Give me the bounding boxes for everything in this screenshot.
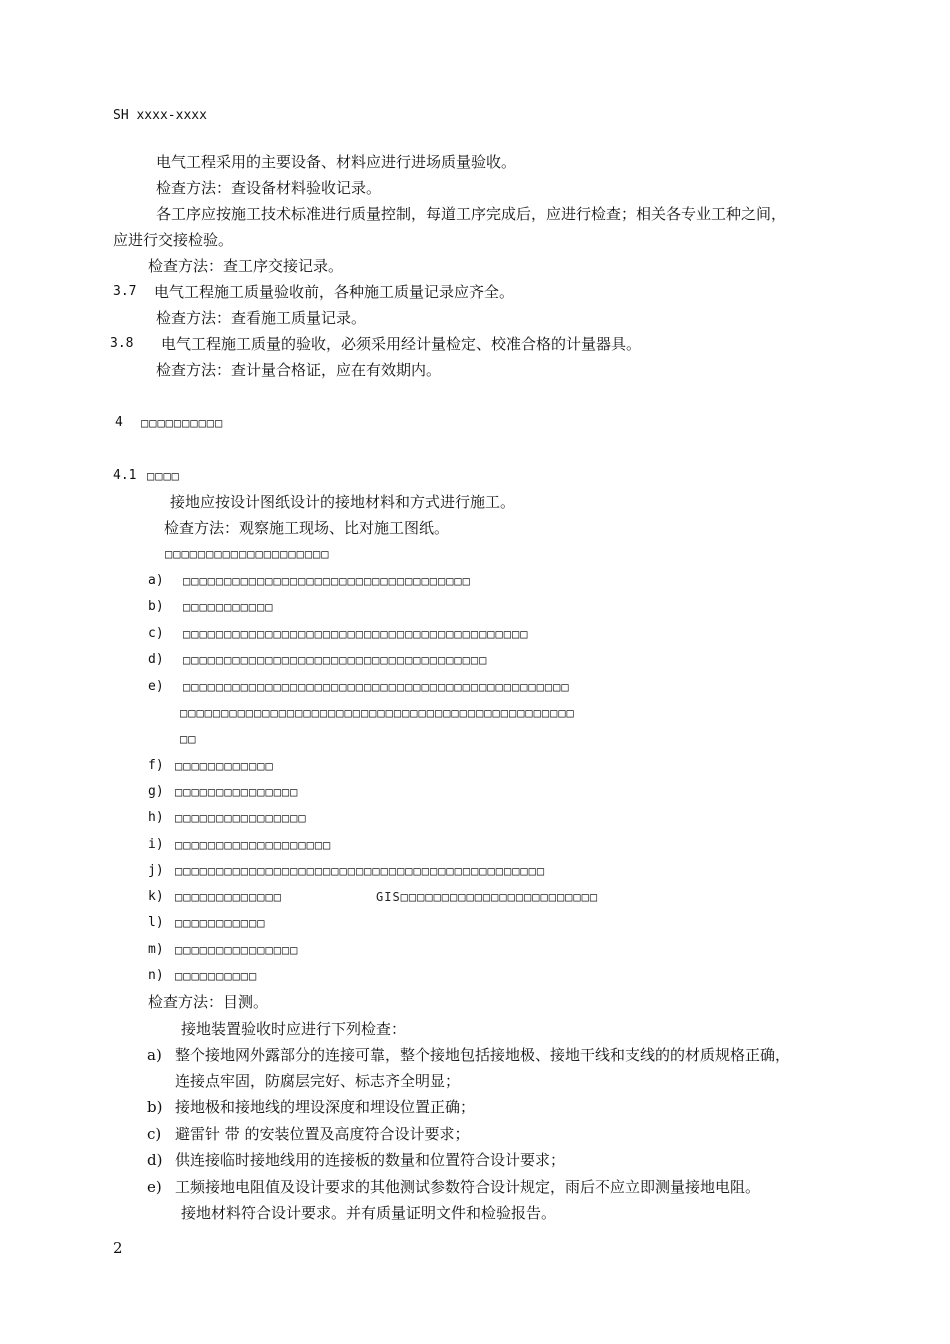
section-number: 4 <box>115 415 123 430</box>
clause-text: 电气工程施工质量验收前，各种施工质量记录应齐全。 <box>154 283 515 301</box>
list-item: 供连接临时接地线用的连接板的数量和位置符合设计要求； <box>175 1151 566 1169</box>
list-item-continuation: 连接点牢固，防腐层完好、标志齐全明显； <box>175 1072 461 1090</box>
list-item: 工频接地电阻值及设计要求的其他测试参数符合设计规定，雨后不应立即测量接地电阻。 <box>175 1178 761 1196</box>
list-item: □□□□□□□□□□□□□ <box>175 890 282 904</box>
list-item-continuation: □□ <box>180 732 197 746</box>
clause-number: 3.8 <box>110 336 134 351</box>
list-item-continuation: □□□□□□□□□□□□□□□□□□□□□□□□□□□□□□□□□□□□□□□□□□□□□□□□ <box>180 706 575 720</box>
list-label: l) <box>148 915 164 930</box>
paragraph-continuation: 应进行交接检验。 <box>113 231 234 249</box>
document-code: SH xxxx-xxxx <box>113 108 207 123</box>
list-item: □□□□□□□□□□□□□□□□□□□□□□□□□□□□□□□□□□□□□□□□□□ <box>183 627 529 641</box>
list-item: □□□□□□□□□□□ <box>175 916 266 930</box>
check-method: 检查方法：查计量合格证，应在有效期内。 <box>156 361 442 379</box>
list-item: □□□□□□□□□□□□□□□□□□□□□□□□□□□□□□□□□□□□□□□□□□□□□□□ <box>183 680 570 694</box>
list-label: a) <box>147 1046 162 1064</box>
list-item: □□□□□□□□□□□□ <box>175 759 274 773</box>
list-item: □□□□□□□□□□□□□□□□□□□□□□□□□□□□□□□□□□□□□ <box>183 653 488 667</box>
list-label: n) <box>148 968 164 983</box>
list-label: h) <box>148 810 164 825</box>
list-label: j) <box>148 863 164 878</box>
list-item: 接地极和接地线的埋设深度和埋设位置正确； <box>175 1098 476 1116</box>
paragraph: 电气工程采用的主要设备、材料应进行进场质量验收。 <box>156 153 517 171</box>
list-label: e) <box>148 679 164 694</box>
subsection-title: □□□□ <box>147 469 180 483</box>
list-label: d) <box>147 1151 163 1169</box>
page-number: 2 <box>113 1239 123 1257</box>
clause-text: 电气工程施工质量的验收，必须采用经计量检定、校准合格的计量器具。 <box>161 335 642 353</box>
list-label: f) <box>148 758 164 773</box>
list-label: b) <box>147 1098 163 1116</box>
list-label: c) <box>147 1125 162 1143</box>
list-item: □□□□□□□□□□□ <box>183 600 274 614</box>
list-label: m) <box>148 942 164 957</box>
list-item: □□□□□□□□□□□□□□□□□□□□□□□□□□□□□□□□□□□ <box>183 574 471 588</box>
paragraph: 接地材料符合设计要求。并有质量证明文件和检验报告。 <box>181 1204 557 1222</box>
clause-number: 3.7 <box>113 284 137 299</box>
list-label: a) <box>148 573 164 588</box>
list-label: k) <box>148 889 164 904</box>
list-item: □□□□□□□□□□□□□□□ <box>175 943 299 957</box>
subsection-number: 4.1 <box>113 468 137 483</box>
check-method: 检查方法：目测。 <box>148 993 269 1011</box>
check-method: 检查方法：观察施工现场、比对施工图纸。 <box>164 519 450 537</box>
paragraph: 接地装置验收时应进行下列检查： <box>181 1020 407 1038</box>
list-label: g) <box>148 784 164 799</box>
list-item: □□□□□□□□□□□□□□□□□□□□□□□□□□□□□□□□□□□□□□□□□□□□□ <box>175 864 546 878</box>
paragraph: 接地应按设计图纸设计的接地材料和方式进行施工。 <box>170 493 516 511</box>
list-label: i) <box>148 837 164 852</box>
list-label: d) <box>148 652 164 667</box>
check-method: 检查方法：查设备材料验收记录。 <box>156 179 382 197</box>
check-method: 检查方法：查看施工质量记录。 <box>156 309 367 327</box>
list-label: e) <box>147 1178 162 1196</box>
list-item: □□□□□□□□□□□□□□□ <box>175 785 299 799</box>
paragraph: 各工序应按施工技术标准进行质量控制，每道工序完成后，应进行检查；相关各专业工种之间， <box>156 205 787 223</box>
paragraph: □□□□□□□□□□□□□□□□□□□□ <box>165 547 330 561</box>
list-item: □□□□□□□□□□ <box>175 969 258 983</box>
list-item: 避雷针 带 的安装位置及高度符合设计要求； <box>175 1125 470 1143</box>
section-title: □□□□□□□□□□ <box>141 416 224 430</box>
list-label: b) <box>148 599 164 614</box>
check-method: 检查方法：查工序交接记录。 <box>148 257 344 275</box>
list-item: □□□□□□□□□□□□□□□□□□□ <box>175 838 332 852</box>
list-item: 整个接地网外露部分的连接可靠，整个接地包括接地极、接地干线和支线的的材质规格正确， <box>175 1046 791 1064</box>
list-item-extra: GIS□□□□□□□□□□□□□□□□□□□□□□□□ <box>376 890 599 904</box>
list-item: □□□□□□□□□□□□□□□□ <box>175 811 307 825</box>
list-label: c) <box>148 626 164 641</box>
